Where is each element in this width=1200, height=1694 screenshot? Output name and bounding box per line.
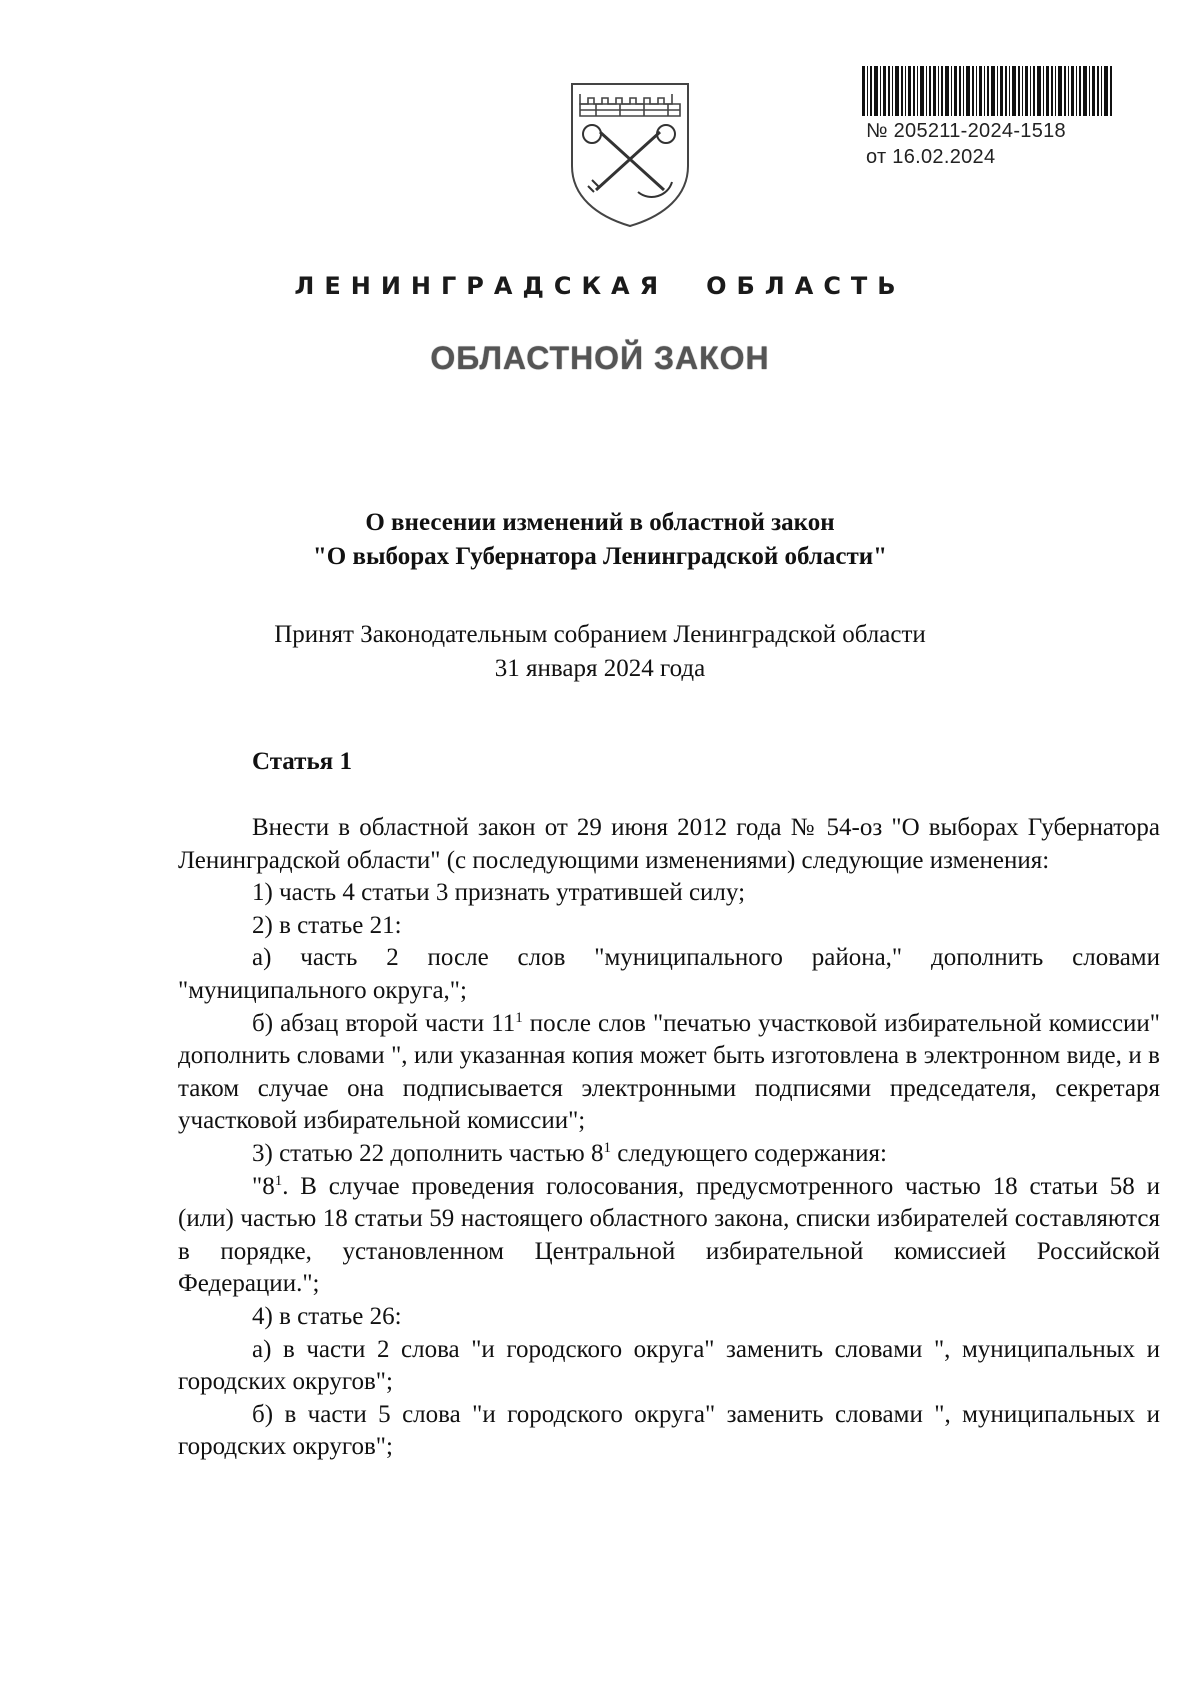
- registration-stamp: [866, 118, 1066, 170]
- coat-of-arms-icon: [568, 80, 692, 228]
- region-word-2: ОБЛАСТЬ: [706, 272, 906, 300]
- article-heading: Статья 1: [252, 748, 352, 775]
- paragraph: 2) в статье 21:: [252, 911, 402, 939]
- paragraph: б) в части 5 слова "и городского округа" заменить словами ", муниципальных и городских округов";: [178, 1400, 1160, 1461]
- superscript: 1: [515, 1009, 523, 1026]
- title-line-1: О внесении изменений в областной закон: [365, 509, 835, 536]
- region-word-1: ЛЕНИНГРАДСКАЯ: [294, 272, 669, 300]
- paragraph-text: . В случае проведения голосования, предусмотренного частью 18 статьи 58 и (или) частью 18 статьи 59 настоящего областного закона, списки избирателей составляются в порядке, установленном Центральной избирательной комиссией Российской Федерации.";: [178, 1172, 1160, 1298]
- paragraph-text: следующего содержания:: [610, 1139, 887, 1167]
- barcode-icon: [862, 66, 1112, 116]
- paragraph-text: после слов "печатью участковой избирательной комиссии" дополнить словами ", или указанная копия может быть изготовлена в электронном виде, и в таком случае она подписывается электронными подписями председателя, секретаря участковой избирательной комиссии";: [178, 1009, 1161, 1135]
- region-heading: [0, 272, 1200, 300]
- paragraph-text: "8: [252, 1172, 275, 1200]
- document-title: [0, 506, 1200, 574]
- paragraph: [178, 1138, 1160, 1171]
- article-body: [178, 812, 1160, 1464]
- paragraph-text: 3) статью 22 дополнить частью 8: [252, 1139, 604, 1167]
- superscript: 1: [603, 1139, 611, 1156]
- title-line-2: "О выборах Губернатора Ленинградской области": [312, 543, 888, 570]
- paragraph: а) часть 2 после слов "муниципального района," дополнить словами "муниципального округа,";: [178, 944, 1160, 1004]
- adoption-note: [0, 618, 1200, 686]
- paragraph: [178, 1008, 1160, 1138]
- paragraph: а) в части 2 слова "и городского округа" заменить словами ", муниципальных и городских округов";: [178, 1335, 1160, 1396]
- paragraph: 1) часть 4 статьи 3 признать утратившей силу;: [252, 879, 746, 907]
- adoption-date: 31 января 2024 года: [494, 655, 706, 682]
- registration-number: № 205211-2024-1518: [866, 120, 1066, 142]
- document-type: ОБЛАСТНОЙ ЗАКОН: [430, 340, 770, 376]
- paragraph: [178, 1171, 1160, 1301]
- paragraph: 4) в статье 26:: [252, 1302, 402, 1330]
- paragraph: Внести в областной закон от 29 июня 2012 года № 54-оз "О выборах Губернатора Ленинградской области" (с последующими изменениями) следующие изменения:: [178, 814, 1160, 874]
- adoption-line-1: Принят Законодательным собранием Ленинградской области: [274, 621, 926, 648]
- superscript: 1: [274, 1172, 283, 1189]
- registration-date: от 16.02.2024: [866, 146, 996, 168]
- paragraph-text: б) абзац второй части 11: [252, 1009, 516, 1037]
